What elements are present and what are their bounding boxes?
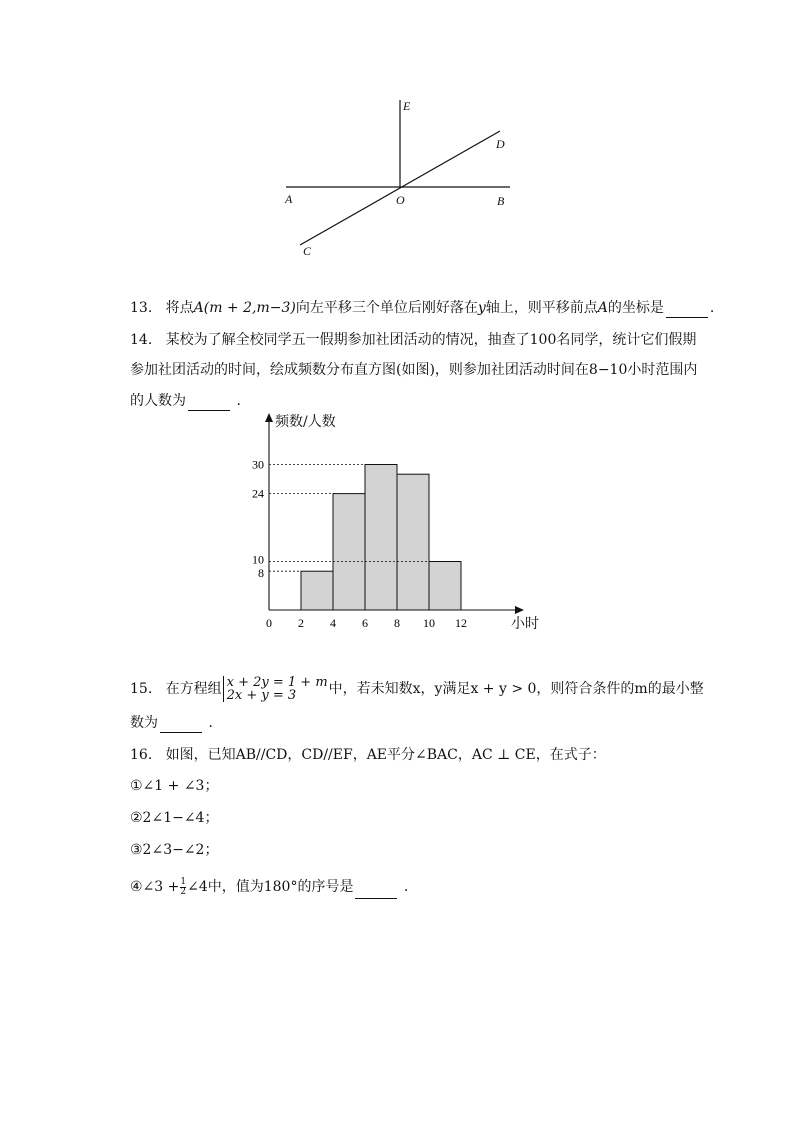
q15-text-2: 数为 (130, 715, 158, 731)
q16-option-3: ③2∠3−∠2； (130, 842, 219, 858)
q15-prefix: 在方程组 (165, 681, 222, 697)
y-tick-label-8: 8 (258, 566, 264, 581)
q16-option-1: ①∠1 + ∠3； (130, 778, 219, 794)
q15-suffix: 中，若未知数x，y满足x + y > 0，则符合条件的m的最小整 (328, 681, 704, 697)
q16-opt4-pre: ④∠3 + (130, 879, 180, 895)
equation-1: x + 2y = 1 + m (226, 675, 328, 690)
q14-number: 14. (130, 332, 153, 348)
question-16 (130, 745, 606, 765)
label-d: D (496, 137, 505, 151)
y-axis-arrow (265, 413, 273, 422)
x-tick-label-8: 8 (394, 616, 400, 630)
q16-option-2: ②2∠1−∠4； (130, 810, 219, 826)
answer-blank-15[interactable] (160, 718, 202, 733)
bar-2-4 (301, 571, 333, 610)
x-tick-label-12: 12 (455, 616, 467, 630)
x-tick-label-2: 2 (298, 616, 304, 630)
answer-blank-16[interactable] (355, 884, 397, 899)
bar-6-8 (365, 465, 397, 611)
q13-suffix: 轴上，则平移前点 (485, 300, 598, 316)
q16-number: 16. (130, 747, 153, 763)
y-axis-label: 频数/人数 (275, 414, 336, 430)
q14-text-3: 的人数为 (130, 393, 186, 409)
label-e: E (403, 99, 411, 113)
q14-period: . (236, 393, 241, 409)
x-tick-label-4: 4 (330, 616, 336, 630)
x-tick-label-10: 10 (423, 616, 435, 630)
label-c: C (303, 244, 312, 258)
y-tick-label-30: 30 (252, 457, 264, 472)
q13-axis: y (477, 300, 486, 316)
label-b: B (497, 194, 505, 208)
y-tick-label-10: 10 (252, 552, 264, 567)
question-15-line2 (130, 713, 213, 733)
q16-period: . (403, 879, 409, 895)
x-axis-label: 小时 (511, 616, 539, 632)
fraction-numerator: 1 (180, 876, 187, 887)
q14-text-1: 某校为了解全校同学五一假期参加社团活动的情况，抽查了100名同学，统计它们假期 (165, 332, 697, 348)
label-o: O (396, 193, 405, 207)
q16-intro: 如图，已知AB//CD，CD//EF，AE平分∠BAC，AC ⊥ CE，在式子： (165, 747, 606, 763)
q14-text-2: 参加社团活动的时间，绘成频数分布直方图(如图)，则参加社团活动时间在8−10小时范围内 (130, 362, 698, 378)
bar-10-12 (429, 562, 461, 611)
fraction-half (180, 878, 186, 897)
q13-period: . (709, 300, 715, 316)
q16-opt4-post: ∠4中，值为180°的序号是 (187, 879, 354, 895)
x-tick-label-0: 0 (266, 616, 272, 630)
bar-4-6 (333, 494, 365, 610)
y-tick-label-24: 24 (252, 486, 264, 501)
bar-8-10 (397, 474, 429, 610)
equation-system (223, 676, 328, 702)
q13-end: 的坐标是 (607, 300, 664, 316)
fraction-denominator: 2 (180, 886, 187, 897)
q13-prefix: 将点 (165, 300, 194, 316)
q13-number: 13. (130, 300, 153, 316)
q13-point: A(m + 2,m−3) (193, 300, 296, 316)
x-axis-arrow (515, 606, 524, 614)
q13-middle: 向左平移三个单位后刚好落在 (295, 300, 478, 316)
question-15 (130, 675, 704, 703)
x-tick-label-6: 6 (362, 616, 368, 630)
label-a: A (285, 192, 293, 206)
q15-number: 15. (130, 681, 153, 697)
q13-point2: A (597, 300, 608, 316)
q15-period: . (208, 715, 213, 731)
q16-option-4 (130, 875, 408, 899)
equation-2: 2x + y = 3 (226, 688, 297, 703)
